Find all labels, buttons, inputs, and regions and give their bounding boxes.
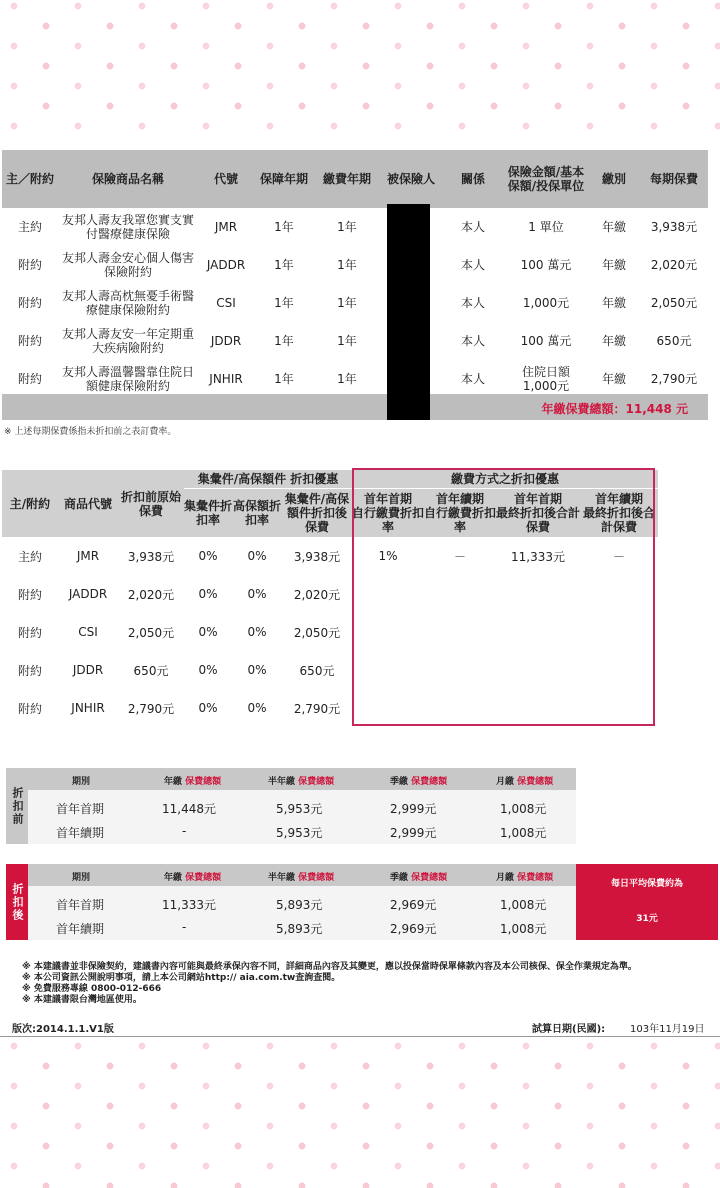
relation: 本人 [460,372,485,386]
col-header: 半年繳 保費總額 [268,873,335,883]
monthly-premium: 1,008元 [500,802,547,816]
monthly-premium: 1,008元 [500,898,547,912]
daily-premium-box [576,864,718,940]
post-discount-label: 折扣後 [6,864,28,940]
table-row [2,322,708,360]
discounted-premium: 3,938元 [293,549,341,564]
payment-discount-highlight [352,468,655,726]
monthly-premium: 1,008元 [500,826,547,840]
col-header: 首年續期 自行繳費折扣率 [424,489,496,538]
annual-premium: - [182,920,187,934]
coverage-term: 1年 [274,334,294,348]
col-header: 集彙件折扣率 [184,489,232,538]
col-header: 集彙件/高保額件折扣後保費 [282,489,352,538]
relation: 本人 [460,220,485,234]
premium-note: ※ 上述每期保費係指未折扣前之表訂費率。 [4,427,177,437]
col-header: 主／附約 [2,150,58,208]
disclaimer-notes [22,962,637,1006]
original-premium: 2,790元 [127,701,175,716]
high-amount-rate: 0% [247,587,267,601]
col-header: 繳別 [588,150,640,208]
col-header: 首年首期 自行繳費折扣率 [352,489,424,538]
table-row [2,208,708,246]
original-premium: 3,938元 [127,549,175,564]
relation: 本人 [460,296,485,310]
coverage-term: 1年 [274,220,294,234]
group-rate: 0% [198,625,218,639]
col-header: 季繳 保費總額 [390,777,448,787]
premium: 3,938元 [650,220,698,234]
semi-annual-premium: 5,953元 [276,802,323,816]
contract-type: 附約 [17,625,42,640]
daily-premium-value: 31元 [636,914,658,924]
semi-annual-premium: 5,953元 [276,826,323,840]
col-header: 首年首期 最終折扣後合計保費 [496,489,580,538]
relation: 本人 [460,258,485,272]
payment-term: 1年 [337,220,357,234]
premium: 2,790元 [650,372,698,386]
payment-term: 1年 [337,334,357,348]
col-header: 月繳 保費總額 [496,873,554,883]
calc-date-label: 試算日期(民國): [532,1024,606,1035]
note-line: ※ 本公司資訊公開說明事項，請上本公司網站http:// aia.com.tw查詢查閱。 [22,973,341,983]
col-header: 保險商品名稱 [58,150,198,208]
premium: 2,050元 [650,296,698,310]
discounted-premium: 650元 [299,663,335,678]
high-amount-rate: 0% [247,663,267,677]
policy-table [2,150,708,398]
annual-premium: - [182,824,187,838]
semi-annual-premium: 5,893元 [276,898,323,912]
product-name: 友邦人壽友我罩您實支實付醫療健康保險 [61,213,194,241]
annual-premium: 11,333元 [162,898,216,912]
col-header: 半年繳 保費總額 [268,777,335,787]
group-rate: 0% [198,701,218,715]
discounted-premium: 2,020元 [293,587,341,602]
col-header: 每期保費 [640,150,708,208]
first-renew-final: － [612,549,625,564]
original-premium: 2,050元 [127,625,175,640]
product-name: 友邦人壽溫馨醫靠住院日額健康保險附約 [61,365,194,393]
high-amount-rate: 0% [247,701,267,715]
table-row [2,246,708,284]
quarterly-premium: 2,969元 [390,898,437,912]
discounted-premium: 2,790元 [293,701,341,716]
period-label: 首年首期 [56,898,105,912]
pay-mode: 年繳 [601,334,626,348]
version-label: 版次:2014.1.1.V1版 [12,1024,114,1035]
col-header: 繳費方式之折扣優惠 [352,470,658,489]
quote-sheet [0,140,720,1040]
col-header: 關係 [442,150,504,208]
product-code: JADDR [206,258,246,272]
period-label: 首年首期 [56,802,105,816]
original-premium: 2,020元 [127,587,175,602]
redacted-insured [387,204,430,420]
product-code: JDDR [210,334,242,348]
premium: 650元 [656,334,692,348]
amount: 1 單位 [528,220,564,234]
high-amount-rate: 0% [247,549,267,563]
product-code: JMR [76,549,100,563]
amount: 住院日額 1,000元 [521,365,570,393]
pay-mode: 年繳 [601,220,626,234]
table-row [2,360,708,398]
pay-mode: 年繳 [601,296,626,310]
first-first-final: 11,333元 [511,549,565,564]
coverage-term: 1年 [274,372,294,386]
col-header: 年繳 保費總額 [164,873,222,883]
pay-mode: 年繳 [601,258,626,272]
contract-type: 附約 [17,587,42,602]
col-header: 高保額折扣率 [232,489,282,538]
contract-type: 附約 [17,701,42,716]
contract-type: 主約 [17,549,42,564]
note-line: ※ 本建議書並非保險契約，建議書內容可能與最終承保內容不同，詳細商品內容及其變更，應以投保當時保單條款內容及本公司核保、保全作業規定為準。 [22,962,637,972]
product-code: JNHIR [209,372,243,386]
product-name: 友邦人壽高枕無憂手術醫療健康保險附約 [61,289,194,317]
product-name: 友邦人壽友安一年定期重大疾病險附約 [61,327,194,355]
col-header: 期別 [72,777,91,787]
quarterly-premium: 2,999元 [390,826,437,840]
high-amount-rate: 0% [247,625,267,639]
col-header: 被保險人 [380,150,442,208]
quarterly-premium: 2,969元 [390,922,437,936]
col-header: 保險金額/基本保額/投保單位 [504,150,588,208]
contract-type: 附約 [17,334,42,348]
col-header: 保障年期 [254,150,314,208]
annual-premium: 11,448元 [162,802,216,816]
product-code: CSI [216,296,236,310]
original-premium: 650元 [133,663,169,678]
product-name: 友邦人壽金安心個人傷害保險附約 [61,251,194,279]
group-rate: 0% [198,663,218,677]
daily-premium-label: 每日平均保費約為 [610,879,683,889]
period-label: 首年續期 [56,922,105,936]
group-rate: 0% [198,549,218,563]
premium: 2,020元 [650,258,698,272]
contract-type: 附約 [17,663,42,678]
col-header: 季繳 保費總額 [390,873,448,883]
contract-type: 附約 [17,296,42,310]
payment-term: 1年 [337,258,357,272]
col-header: 期別 [72,873,91,883]
pay-mode: 年繳 [601,372,626,386]
period-label: 首年續期 [56,826,105,840]
note-line: ※ 本建議書限台灣地區使用。 [22,995,142,1005]
col-header: 商品代號 [58,470,118,537]
first-renew-rate: － [453,549,466,564]
discounted-premium: 2,050元 [293,625,341,640]
contract-type: 附約 [17,372,42,386]
amount: 100 萬元 [520,334,572,348]
total-bar [2,394,708,420]
col-header: 月繳 保費總額 [496,777,554,787]
col-header: 繳費年期 [314,150,380,208]
pre-discount-label: 折扣前 [6,768,28,844]
contract-type: 附約 [17,258,42,272]
monthly-premium: 1,008元 [500,922,547,936]
col-header: 代號 [198,150,254,208]
col-header: 集彙件/高保額件 折扣優惠 [184,470,352,489]
col-header: 折扣前原始保費 [118,470,184,537]
product-code: CSI [78,625,98,639]
calc-date: 103年11月19日 [630,1024,705,1035]
first-first-rate: 1% [378,549,398,563]
relation: 本人 [460,334,485,348]
group-rate: 0% [198,587,218,601]
product-code: JADDR [68,587,108,601]
col-header: 年繳 保費總額 [164,777,222,787]
product-code: JMR [214,220,238,234]
product-code: JNHIR [71,701,105,715]
amount: 100 萬元 [520,258,572,272]
coverage-term: 1年 [274,296,294,310]
contract-type: 主約 [17,220,42,234]
divider [0,1036,720,1037]
coverage-term: 1年 [274,258,294,272]
amount: 1,000元 [522,296,570,310]
note-line: ※ 免費服務專線 0800-012-666 [22,984,162,994]
product-code: JDDR [72,663,104,677]
quarterly-premium: 2,999元 [390,802,437,816]
col-header: 主/附約 [2,470,58,537]
annual-total: 年繳保費總額：11,448 元 [541,402,688,416]
table-row [2,284,708,322]
payment-term: 1年 [337,296,357,310]
semi-annual-premium: 5,893元 [276,922,323,936]
col-header: 首年續期 最終折扣後合計保費 [580,489,658,538]
payment-term: 1年 [337,372,357,386]
